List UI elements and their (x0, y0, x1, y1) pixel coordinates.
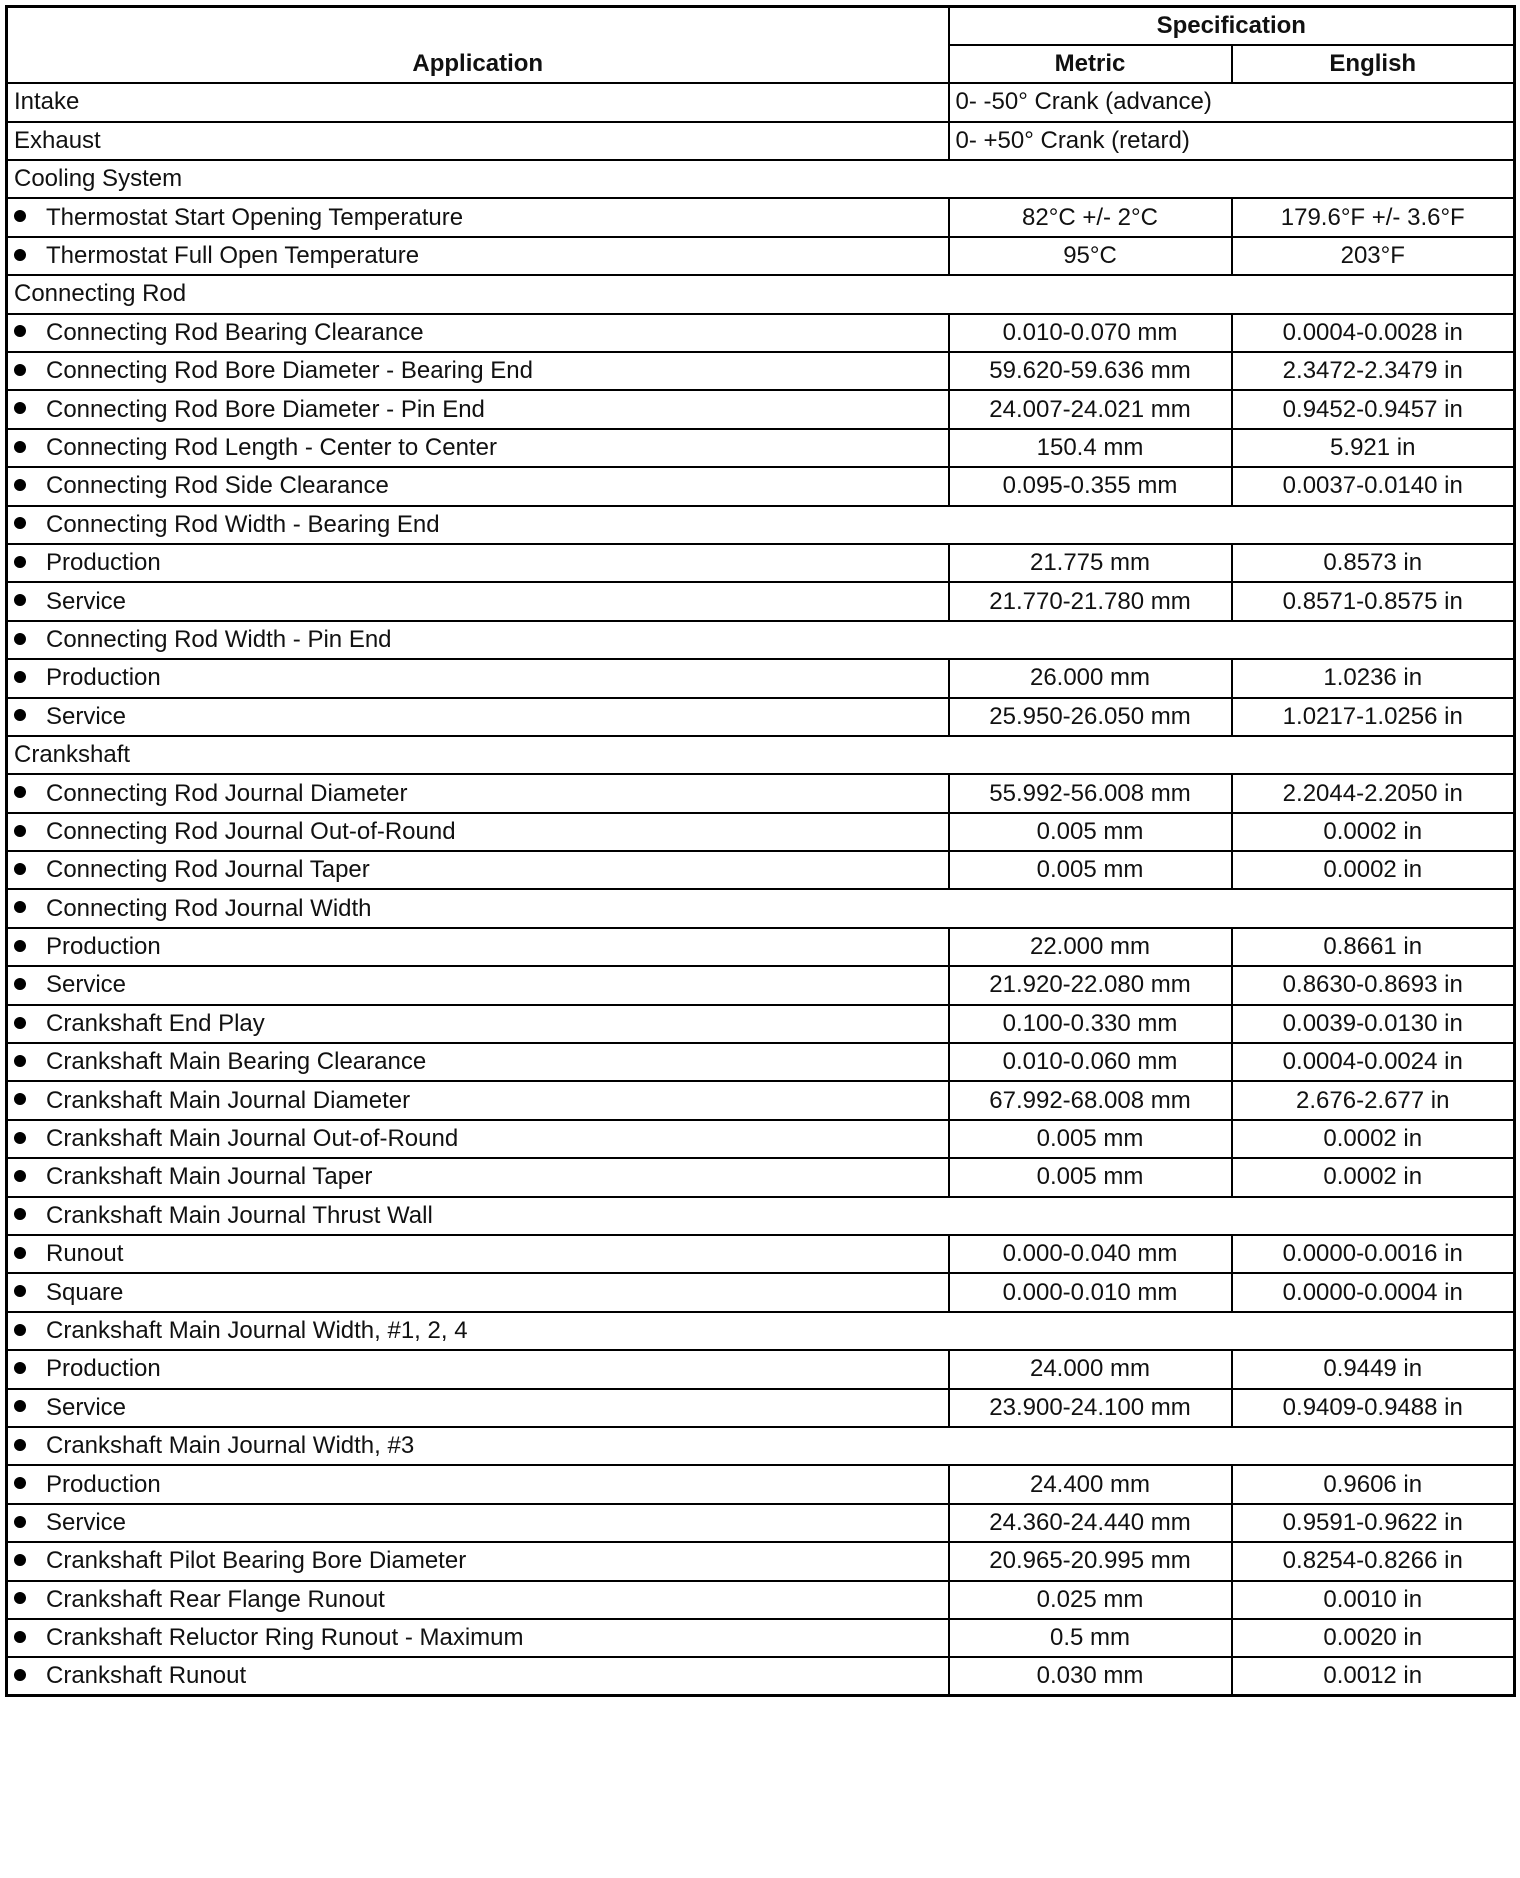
table-row (7, 390, 1515, 428)
table-row (7, 1542, 1515, 1580)
bullet-icon (14, 1554, 26, 1566)
specification-header: Specification (949, 7, 1515, 45)
english-cell: 0.9606 in (1232, 1465, 1515, 1503)
table-row (7, 1657, 1515, 1695)
table-row (7, 774, 1515, 812)
application-cell (7, 314, 949, 352)
application-label: Crankshaft Main Bearing Clearance (46, 1048, 427, 1076)
english-cell: 0.9449 in (1232, 1350, 1515, 1388)
bullet-icon (14, 1170, 26, 1182)
application-cell (7, 1043, 949, 1081)
english-cell: 0.8661 in (1232, 928, 1515, 966)
application-cell (7, 1657, 949, 1695)
application-label: Service (46, 1508, 127, 1536)
table-row (7, 1581, 1515, 1619)
english-cell: 0.0020 in (1232, 1619, 1515, 1657)
application-cell (7, 237, 949, 275)
metric-cell: 0.010-0.070 mm (949, 314, 1232, 352)
application-cell (7, 736, 1515, 774)
application-label: Connecting Rod (14, 280, 187, 308)
bullet-icon (14, 1055, 26, 1067)
application-label: Crankshaft End Play (46, 1009, 265, 1037)
metric-cell: 0.5 mm (949, 1619, 1232, 1657)
metric-cell: 0.095-0.355 mm (949, 467, 1232, 505)
section-row (7, 1427, 1515, 1465)
english-cell: 0.0002 in (1232, 1120, 1515, 1158)
bullet-icon (14, 1400, 26, 1412)
bullet-icon (14, 517, 26, 529)
application-label: Service (46, 971, 127, 999)
english-cell: 0.0000-0.0016 in (1232, 1235, 1515, 1273)
metric-cell: 0.000-0.010 mm (949, 1273, 1232, 1311)
application-cell (7, 774, 949, 812)
bullet-icon (14, 210, 26, 222)
application-cell (7, 582, 949, 620)
table-row (7, 1043, 1515, 1081)
bullet-icon (14, 325, 26, 337)
application-cell (7, 1504, 949, 1542)
application-label: Connecting Rod Bore Diameter - Pin End (46, 395, 485, 423)
english-cell: 0.0004-0.0028 in (1232, 314, 1515, 352)
metric-cell: 25.950-26.050 mm (949, 698, 1232, 736)
application-label: Crankshaft Rear Flange Runout (46, 1585, 385, 1613)
bullet-icon (14, 402, 26, 414)
english-cell: 2.3472-2.3479 in (1232, 352, 1515, 390)
metric-cell: 21.775 mm (949, 544, 1232, 582)
specification-table (5, 5, 1516, 1697)
bullet-icon (14, 249, 26, 261)
application-cell (7, 1350, 949, 1388)
bullet-icon (14, 1247, 26, 1259)
table-row (7, 1465, 1515, 1503)
metric-cell: 0.005 mm (949, 851, 1232, 889)
table-row (7, 122, 1515, 160)
bullet-icon (14, 863, 26, 875)
table-row (7, 467, 1515, 505)
english-cell: 0.8573 in (1232, 544, 1515, 582)
application-cell (7, 1273, 949, 1311)
metric-cell: 0.100-0.330 mm (949, 1005, 1232, 1043)
application-cell (7, 198, 949, 236)
english-cell: 2.2044-2.2050 in (1232, 774, 1515, 812)
bullet-icon (14, 1017, 26, 1029)
application-label: Production (46, 549, 161, 577)
metric-cell: 0.030 mm (949, 1657, 1232, 1695)
english-cell: 2.676-2.677 in (1232, 1081, 1515, 1119)
table-body (7, 83, 1515, 1695)
bullet-icon (14, 479, 26, 491)
application-label: Intake (14, 88, 80, 116)
table-row (7, 928, 1515, 966)
bullet-icon (14, 1208, 26, 1220)
bullet-icon (14, 786, 26, 798)
metric-cell: 23.900-24.100 mm (949, 1389, 1232, 1427)
bullet-icon (14, 901, 26, 913)
table-row (7, 1504, 1515, 1542)
application-label: Crankshaft Pilot Bearing Bore Diameter (46, 1547, 467, 1575)
section-row (7, 160, 1515, 198)
application-label: Connecting Rod Journal Taper (46, 856, 370, 884)
application-cell (7, 813, 949, 851)
english-cell: 0.0037-0.0140 in (1232, 467, 1515, 505)
bullet-icon (14, 1324, 26, 1336)
application-label: Crankshaft Runout (46, 1662, 247, 1690)
table-row (7, 1235, 1515, 1273)
application-label: Thermostat Start Opening Temperature (46, 203, 464, 231)
application-cell (7, 275, 1515, 313)
bullet-icon (14, 1362, 26, 1374)
section-row (7, 736, 1515, 774)
application-label: Connecting Rod Journal Out-of-Round (46, 817, 456, 845)
english-cell: 0.0000-0.0004 in (1232, 1273, 1515, 1311)
application-cell (7, 429, 949, 467)
bullet-icon (14, 1439, 26, 1451)
application-cell (7, 1312, 1515, 1350)
application-header: Application (7, 7, 949, 84)
english-cell: 0.0002 in (1232, 813, 1515, 851)
english-cell: 0.8571-0.8575 in (1232, 582, 1515, 620)
english-cell: 0.0010 in (1232, 1581, 1515, 1619)
table-row (7, 237, 1515, 275)
application-label: Crankshaft Main Journal Width, #3 (46, 1432, 415, 1460)
bullet-icon (14, 1132, 26, 1144)
table-row (7, 1389, 1515, 1427)
metric-cell: 82°C +/- 2°C (949, 198, 1232, 236)
application-cell (7, 390, 949, 428)
application-label: Crankshaft Main Journal Taper (46, 1163, 373, 1191)
metric-cell: 24.000 mm (949, 1350, 1232, 1388)
application-label: Connecting Rod Width - Pin End (46, 625, 392, 653)
english-cell: 203°F (1232, 237, 1515, 275)
section-row (7, 889, 1515, 927)
section-row (7, 506, 1515, 544)
application-label: Exhaust (14, 126, 101, 154)
application-cell (7, 851, 949, 889)
application-label: Connecting Rod Journal Diameter (46, 779, 408, 807)
application-label: Connecting Rod Bearing Clearance (46, 318, 424, 346)
application-cell (7, 1081, 949, 1119)
application-label: Crankshaft (14, 741, 131, 769)
bullet-icon (14, 556, 26, 568)
table-row (7, 1005, 1515, 1043)
application-label: Connecting Rod Bore Diameter - Bearing End (46, 357, 533, 385)
english-cell: 179.6°F +/- 3.6°F (1232, 198, 1515, 236)
table-row (7, 1081, 1515, 1119)
application-cell (7, 698, 949, 736)
metric-cell: 150.4 mm (949, 429, 1232, 467)
bullet-icon (14, 1477, 26, 1489)
table-row (7, 83, 1515, 121)
specification-span-cell: 0- +50° Crank (retard) (949, 122, 1515, 160)
bullet-icon (14, 364, 26, 376)
application-label: Crankshaft Main Journal Diameter (46, 1086, 411, 1114)
bullet-icon (14, 1669, 26, 1681)
application-cell (7, 467, 949, 505)
application-label: Connecting Rod Side Clearance (46, 472, 389, 500)
table-row (7, 352, 1515, 390)
table-row (7, 544, 1515, 582)
english-cell: 0.0039-0.0130 in (1232, 1005, 1515, 1043)
english-cell: 0.8254-0.8266 in (1232, 1542, 1515, 1580)
metric-header: Metric (949, 45, 1232, 83)
application-label: Cooling System (14, 165, 183, 193)
bullet-icon (14, 978, 26, 990)
application-cell (7, 122, 949, 160)
application-cell (7, 659, 949, 697)
application-label: Thermostat Full Open Temperature (46, 242, 420, 270)
bullet-icon (14, 940, 26, 952)
bullet-icon (14, 825, 26, 837)
application-label: Runout (46, 1240, 124, 1268)
application-cell (7, 1158, 949, 1196)
application-label: Square (46, 1278, 124, 1306)
table-row (7, 698, 1515, 736)
application-cell (7, 1389, 949, 1427)
application-label: Crankshaft Main Journal Width, #1, 2, 4 (46, 1316, 468, 1344)
application-cell (7, 352, 949, 390)
application-cell (7, 1619, 949, 1657)
application-label: Connecting Rod Width - Bearing End (46, 510, 440, 538)
table-row (7, 1273, 1515, 1311)
table-row (7, 1120, 1515, 1158)
metric-cell: 0.005 mm (949, 1158, 1232, 1196)
bullet-icon (14, 1592, 26, 1604)
application-label: Production (46, 1470, 161, 1498)
table-row (7, 1619, 1515, 1657)
english-cell: 0.8630-0.8693 in (1232, 966, 1515, 1004)
application-cell (7, 1581, 949, 1619)
bullet-icon (14, 594, 26, 606)
application-label: Service (46, 702, 127, 730)
metric-cell: 24.400 mm (949, 1465, 1232, 1503)
application-label: Crankshaft Main Journal Out-of-Round (46, 1125, 459, 1153)
metric-cell: 21.920-22.080 mm (949, 966, 1232, 1004)
metric-cell: 55.992-56.008 mm (949, 774, 1232, 812)
application-label: Production (46, 664, 161, 692)
english-cell: 5.921 in (1232, 429, 1515, 467)
table-row (7, 582, 1515, 620)
application-cell (7, 928, 949, 966)
table-row (7, 1350, 1515, 1388)
english-header: English (1232, 45, 1515, 83)
table-row (7, 966, 1515, 1004)
bullet-icon (14, 1093, 26, 1105)
metric-cell: 0.010-0.060 mm (949, 1043, 1232, 1081)
application-label: Connecting Rod Journal Width (46, 894, 372, 922)
application-label: Connecting Rod Length - Center to Center (46, 433, 497, 461)
english-cell: 0.0012 in (1232, 1657, 1515, 1695)
application-label: Service (46, 587, 127, 615)
application-label: Service (46, 1393, 127, 1421)
application-cell (7, 1120, 949, 1158)
table-row (7, 314, 1515, 352)
bullet-icon (14, 633, 26, 645)
table-row (7, 198, 1515, 236)
table-row (7, 851, 1515, 889)
metric-cell: 67.992-68.008 mm (949, 1081, 1232, 1119)
application-cell (7, 621, 1515, 659)
table-row (7, 659, 1515, 697)
application-label: Crankshaft Main Journal Thrust Wall (46, 1201, 433, 1229)
application-cell (7, 1542, 949, 1580)
metric-cell: 0.000-0.040 mm (949, 1235, 1232, 1273)
metric-cell: 24.360-24.440 mm (949, 1504, 1232, 1542)
application-label: Production (46, 933, 161, 961)
english-cell: 0.0002 in (1232, 1158, 1515, 1196)
application-label: Crankshaft Reluctor Ring Runout - Maximum (46, 1624, 524, 1652)
bullet-icon (14, 709, 26, 721)
application-cell (7, 83, 949, 121)
english-cell: 1.0236 in (1232, 659, 1515, 697)
metric-cell: 22.000 mm (949, 928, 1232, 966)
metric-cell: 24.007-24.021 mm (949, 390, 1232, 428)
english-cell: 0.0004-0.0024 in (1232, 1043, 1515, 1081)
english-cell: 0.9452-0.9457 in (1232, 390, 1515, 428)
application-cell (7, 1235, 949, 1273)
application-cell (7, 966, 949, 1004)
application-cell (7, 1427, 1515, 1465)
metric-cell: 0.025 mm (949, 1581, 1232, 1619)
metric-cell: 26.000 mm (949, 659, 1232, 697)
section-row (7, 1312, 1515, 1350)
application-cell (7, 506, 1515, 544)
english-cell: 0.9591-0.9622 in (1232, 1504, 1515, 1542)
bullet-icon (14, 1516, 26, 1528)
metric-cell: 95°C (949, 237, 1232, 275)
english-cell: 0.0002 in (1232, 851, 1515, 889)
application-cell (7, 1197, 1515, 1235)
application-label: Production (46, 1355, 161, 1383)
application-cell (7, 544, 949, 582)
bullet-icon (14, 671, 26, 683)
english-cell: 1.0217-1.0256 in (1232, 698, 1515, 736)
table-row (7, 813, 1515, 851)
section-row (7, 275, 1515, 313)
application-cell (7, 1465, 949, 1503)
metric-cell: 21.770-21.780 mm (949, 582, 1232, 620)
metric-cell: 0.005 mm (949, 1120, 1232, 1158)
bullet-icon (14, 441, 26, 453)
specification-span-cell: 0- -50° Crank (advance) (949, 83, 1515, 121)
metric-cell: 0.005 mm (949, 813, 1232, 851)
spec-table-container (5, 5, 1516, 1697)
metric-cell: 59.620-59.636 mm (949, 352, 1232, 390)
bullet-icon (14, 1285, 26, 1297)
application-cell (7, 1005, 949, 1043)
table-row (7, 429, 1515, 467)
section-row (7, 621, 1515, 659)
application-cell (7, 160, 1515, 198)
application-cell (7, 889, 1515, 927)
header-row-top (7, 7, 1515, 45)
metric-cell: 20.965-20.995 mm (949, 1542, 1232, 1580)
section-row (7, 1197, 1515, 1235)
bullet-icon (14, 1631, 26, 1643)
english-cell: 0.9409-0.9488 in (1232, 1389, 1515, 1427)
table-row (7, 1158, 1515, 1196)
